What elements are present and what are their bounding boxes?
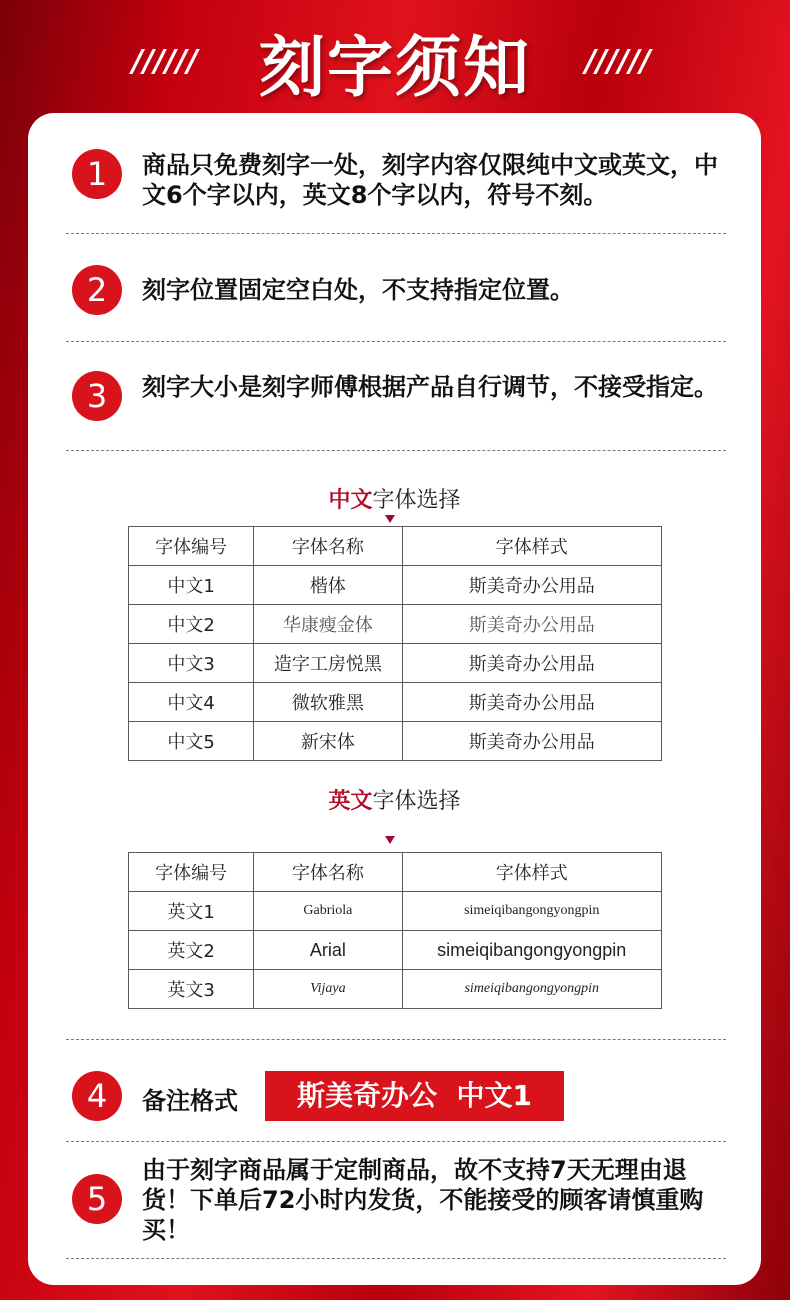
rule-text-2: 刻字位置固定空白处，不支持指定位置。 [142, 276, 574, 304]
font-sample-cell: 斯美奇办公用品 [402, 566, 662, 605]
font-number-cell: 中文2 [129, 605, 254, 644]
dashed-divider [66, 233, 726, 234]
font-sample-cell: 斯美奇办公用品 [402, 605, 662, 644]
english-font-section-title [28, 784, 761, 815]
table-row [129, 931, 662, 970]
page-title: 刻字须知 [259, 29, 531, 106]
column-header: 字体编号 [129, 527, 254, 566]
font-name-cell: Vijaya [254, 970, 402, 1009]
section-title-highlight: 中文 [328, 488, 373, 513]
rule-number-badge-1: 1 [72, 149, 122, 199]
column-header: 字体名称 [254, 853, 402, 892]
font-name-cell: Arial [254, 931, 402, 970]
font-number-cell: 中文3 [129, 644, 254, 683]
table-row [129, 644, 662, 683]
font-number-cell: 中文5 [129, 722, 254, 761]
table-row [129, 892, 662, 931]
chinese-font-section-title [28, 483, 761, 514]
font-sample-cell: simeiqibangongyongpin [402, 892, 662, 931]
table-row [129, 683, 662, 722]
rule-number-badge-5: 5 [72, 1174, 122, 1224]
column-header: 字体名称 [254, 527, 402, 566]
font-sample-cell: 斯美奇办公用品 [402, 722, 662, 761]
font-sample-cell: simeiqibangongyongpin [402, 931, 662, 970]
font-name-cell: Gabriola [254, 892, 402, 931]
column-header: 字体编号 [129, 853, 254, 892]
rule-number-badge-4: 4 [72, 1071, 122, 1121]
font-number-cell: 英文2 [129, 931, 254, 970]
decorative-slashes-right: ////// [585, 44, 651, 79]
english-font-table [128, 852, 662, 1009]
page-header [0, 0, 790, 112]
section-title-highlight: 英文 [328, 789, 373, 814]
rule-text-1: 商品只免费刻字一处，刻字内容仅限纯中文或英文，中文6个字以内，英文8个字以内，符号不刻。 [142, 151, 718, 209]
column-header: 字体样式 [402, 853, 662, 892]
dashed-divider [66, 1141, 726, 1142]
remark-format-example: 斯美奇办公 中文1 [265, 1071, 564, 1121]
policy-text: 由于刻字商品属于定制商品，故不支持7天无理由退货！下单后72小时内发货，不能接受的顾客请慎重购买！ [142, 1156, 704, 1244]
notice-card [28, 113, 761, 1285]
section-title-rest: 字体选择 [372, 789, 461, 814]
font-sample-cell: 斯美奇办公用品 [402, 683, 662, 722]
column-header: 字体样式 [402, 527, 662, 566]
remark-format-label: 备注格式 [142, 1087, 238, 1115]
table-row [129, 970, 662, 1009]
down-arrow-icon [385, 515, 395, 523]
section-title-rest: 字体选择 [372, 488, 461, 513]
font-sample-cell: simeiqibangongyongpin [402, 970, 662, 1009]
dashed-divider [66, 1258, 726, 1259]
font-number-cell: 英文3 [129, 970, 254, 1009]
font-sample-cell: 斯美奇办公用品 [402, 644, 662, 683]
font-number-cell: 中文4 [129, 683, 254, 722]
font-name-cell: 微软雅黑 [254, 683, 402, 722]
table-row [129, 566, 662, 605]
dashed-divider [66, 450, 726, 451]
dashed-divider [66, 1039, 726, 1040]
decorative-slashes-left: ////// [132, 44, 198, 79]
dashed-divider [66, 341, 726, 342]
rule-number-badge-2: 2 [72, 265, 122, 315]
down-arrow-icon [385, 836, 395, 844]
font-name-cell: 造字工房悦黑 [254, 644, 402, 683]
table-header-row [129, 853, 662, 892]
rule-text-3: 刻字大小是刻字师傅根据产品自行调节，不接受指定。 [142, 373, 718, 401]
rule-number-badge-3: 3 [72, 371, 122, 421]
table-header-row [129, 527, 662, 566]
font-number-cell: 英文1 [129, 892, 254, 931]
table-row [129, 605, 662, 644]
chinese-font-table [128, 526, 662, 761]
font-name-cell: 华康瘦金体 [254, 605, 402, 644]
table-row [129, 722, 662, 761]
font-name-cell: 楷体 [254, 566, 402, 605]
font-name-cell: 新宋体 [254, 722, 402, 761]
font-number-cell: 中文1 [129, 566, 254, 605]
